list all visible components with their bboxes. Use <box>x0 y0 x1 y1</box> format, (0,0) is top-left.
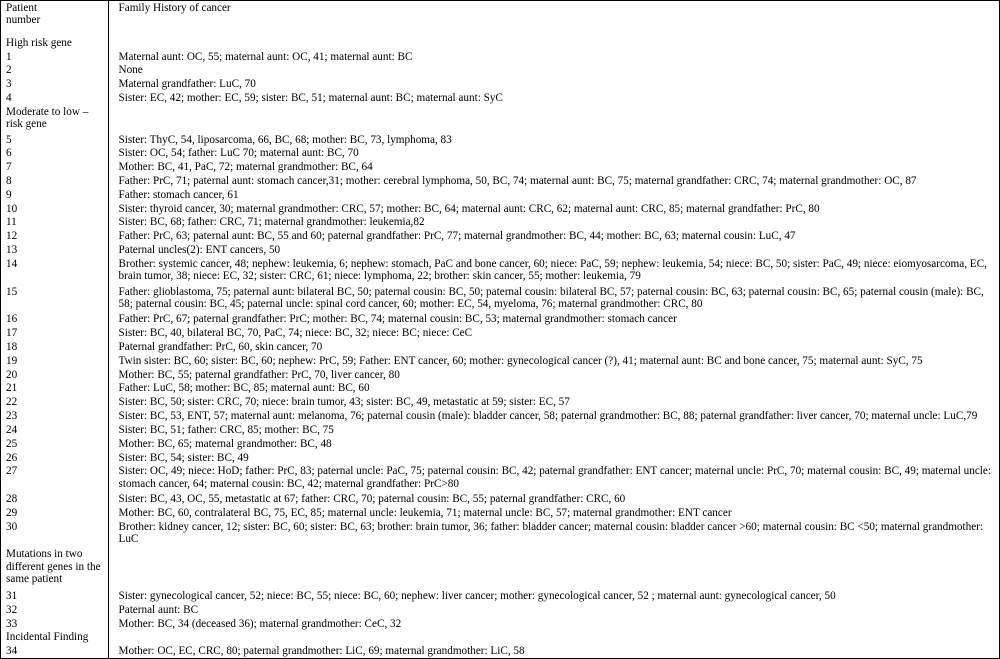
patient-number: 1 <box>0 51 108 65</box>
header-patient-number <box>0 0 108 37</box>
section-row <box>0 548 1000 589</box>
family-history-text: Brother: systemic cancer, 48; nephew: leukemia, 6; nephew: stomach, PaC and bone cancer, 60; niece: PaC, 59; nephew: leukemia, 54; niece: BC, 50; sister: PaC, 49; niece: eiomyosarcoma, EC, brain tumor, 38; niece: EC, 32; sister: CRC, 61; niece: lymphoma, 22; brother: skin cancer, 55; mother: leukemia, 79 <box>118 257 987 283</box>
patient-number: 6 <box>0 147 108 161</box>
table-row <box>0 493 1000 507</box>
patient-number: 9 <box>0 189 108 203</box>
table-row <box>0 465 1000 493</box>
family-history-text: Father: stomach cancer, 61 <box>118 188 239 201</box>
family-history-text: Sister: EC, 42; mother: EC, 59; sister: BC, 51; maternal aunt: BC; maternal aunt: SyC <box>118 92 503 105</box>
section-row <box>0 631 1000 645</box>
table-row <box>0 203 1000 217</box>
family-history-text: Sister: OC, 54; father: LuC 70; maternal aunt: BC, 70 <box>118 147 359 160</box>
table-row <box>0 189 1000 203</box>
patient-number: 29 <box>0 507 108 521</box>
patient-number: 34 <box>0 645 108 659</box>
family-history-text: Sister: BC, 51; father: CRC, 85; mother: BC, 75 <box>118 423 334 436</box>
header-family-history: Family History of cancer <box>118 2 231 14</box>
patient-number: 33 <box>0 618 108 632</box>
family-history-text: Father: LuC, 58; mother: BC, 85; maternal aunt: BC, 60 <box>118 382 370 395</box>
patient-number: 4 <box>0 92 108 106</box>
patient-number: 10 <box>0 203 108 217</box>
table-row <box>0 396 1000 410</box>
family-history-text: Sister: BC, 68; father: CRC, 71; maternal grandmother: leukemia,82 <box>118 216 425 229</box>
family-history-text: Father: PrC, 71; paternal aunt: stomach cancer,31; mother: cerebral lymphoma, 50, BC, 74; maternal aunt: BC, 75; maternal grandfather: CRC, 74; maternal grandmother: OC, 87 <box>118 175 917 187</box>
table-row <box>0 645 1000 659</box>
table-row <box>0 216 1000 230</box>
table-row <box>0 230 1000 244</box>
section-empty-cell <box>108 106 1000 134</box>
section-empty-cell <box>108 548 1000 589</box>
family-history-text: Paternal uncles(2): ENT cancers, 50 <box>118 244 281 257</box>
patient-number: 5 <box>0 134 108 148</box>
section-label: High risk gene <box>0 37 108 51</box>
family-history-text: Sister: gynecological cancer, 52; niece: BC, 55; niece: BC, 60; nephew: liver cancer; mother: gynecological cancer, 52 ; maternal aunt: gynecological cancer, 50 <box>118 589 836 602</box>
patient-number: 18 <box>0 341 108 355</box>
table-row <box>0 521 1000 549</box>
patient-number: 30 <box>0 521 108 549</box>
family-history-text: Mother: BC, 41, PaC, 72; maternal grandmother: BC, 64 <box>118 161 373 174</box>
family-history-text: Sister: OC, 49; niece: HoD; father: PrC, 83; paternal uncle: PaC, 75; paternal cousin: BC, 42; paternal grandfather: ENT cancer; maternal uncle: PrC, 70; maternal cousin: BC, 49; maternal uncle: stomach cancer, 64; maternal cousin: BC, 42; maternal grandfather: PrC>80 <box>118 465 991 490</box>
patient-number: 20 <box>0 369 108 383</box>
header-patient-line-1: Patient <box>6 2 38 14</box>
family-history-text: Sister: BC, 43, OC, 55, metastatic at 67; father: CRC, 70; paternal cousin: BC, 55; paternal grandfather: CRC, 60 <box>118 493 626 506</box>
family-history-text: Sister: BC, 54; sister: BC, 49 <box>118 451 249 464</box>
patient-number: 24 <box>0 424 108 438</box>
table-row <box>0 78 1000 92</box>
patient-number: 13 <box>0 244 108 258</box>
family-history-text: Father: PrC, 63; paternal aunt: BC, 55 and 60; paternal grandfather: PrC, 77; maternal grandmother: BC, 44; mother: BC, 63; maternal cousin: LuC, 47 <box>118 230 796 243</box>
table-row <box>0 410 1000 424</box>
family-history-text: None <box>118 64 143 77</box>
family-history-text: Sister: BC, 50; sister: CRC, 70; niece: brain tumor, 43; sister: BC, 49, metastatic at 59; sister: EC, 57 <box>118 396 570 409</box>
patient-number: 3 <box>0 78 108 92</box>
patient-number: 23 <box>0 410 108 424</box>
family-history-text: Sister: BC, 40, bilateral BC, 70, PaC, 74; niece: BC, 32; niece: BC; niece: CeC <box>118 327 473 340</box>
patient-number: 14 <box>0 258 108 286</box>
patient-number: 27 <box>0 465 108 493</box>
family-history-text: Paternal grandfather: PrC, 60, skin cancer, 70 <box>118 340 323 353</box>
section-label: Moderate to low – risk gene <box>0 106 108 134</box>
family-history-text: Maternal grandfather: LuC, 70 <box>118 78 256 91</box>
patient-number: 7 <box>0 161 108 175</box>
patient-number: 16 <box>0 313 108 327</box>
table-row <box>0 286 1000 314</box>
table-row <box>0 244 1000 258</box>
table-row <box>0 618 1000 632</box>
header-patient-line-2: number <box>6 14 41 27</box>
family-history-text: Maternal aunt: OC, 55; maternal aunt: OC, 41; maternal aunt: BC <box>118 50 413 63</box>
patient-number: 17 <box>0 327 108 341</box>
table-row <box>0 424 1000 438</box>
table-row <box>0 64 1000 78</box>
table-row <box>0 355 1000 369</box>
table-row <box>0 452 1000 466</box>
family-history-text: Father: PrC, 67; paternal grandfather: PrC; mother: BC, 74; maternal cousin: BC, 53; maternal grandmother: stomach cancer <box>118 313 677 326</box>
patient-number: 12 <box>0 230 108 244</box>
family-history-text: Father: glioblastoma, 75; paternal aunt: bilateral BC, 50; paternal cousin: BC, 50; paternal cousin: bilateral BC, 57; paternal cousin: BC, 63; paternal cousin: BC, 65; paternal cousin (male): BC, 58; paternal cousin: BC, 45; paternal uncle: spinal cord cancer, 60; mother: EC, 54, myeloma, 76; maternal grandmother: CRC, 80 <box>118 285 984 310</box>
family-history-text: Mother: BC, 65; maternal grandmother: BC, 48 <box>118 437 332 450</box>
patient-number: 22 <box>0 396 108 410</box>
table-row <box>0 258 1000 286</box>
family-history-text: Sister: BC, 53, ENT, 57; maternal aunt: melanoma, 76; paternal cousin (male): bladder cancer, 58; paternal grandmother: BC, 88; paternal grandfather: liver cancer, 70; maternal uncle: LuC,79 <box>118 410 978 423</box>
patient-number: 19 <box>0 355 108 369</box>
table-row <box>0 147 1000 161</box>
table-row <box>0 161 1000 175</box>
family-history-text: Mother: BC, 34 (deceased 36); maternal grandmother: CeC, 32 <box>118 617 402 630</box>
family-history-text: Mother: OC, EC, CRC, 80; paternal grandmother: LiC, 69; maternal grandmother: LiC, 58 <box>118 645 525 658</box>
family-history-text: Mother: BC, 55; paternal grandfather: PrC, 70, liver cancer, 80 <box>118 368 400 381</box>
table-row <box>0 134 1000 148</box>
table-row <box>0 51 1000 65</box>
patient-number: 26 <box>0 452 108 466</box>
section-empty-cell <box>108 631 1000 645</box>
family-history-text: Sister: thyroid cancer, 30; maternal grandmother: CRC, 57; mother: BC, 64; maternal aunt: CRC, 62; maternal aunt: CRC, 85; maternal grandfather: PrC, 80 <box>118 202 820 215</box>
family-history-text: Sister: ThyC, 54, liposarcoma, 66, BC, 68; mother: BC, 73, lymphoma, 83 <box>118 133 452 146</box>
table-row <box>0 438 1000 452</box>
table-row <box>0 327 1000 341</box>
patient-number: 2 <box>0 64 108 78</box>
table-row <box>0 341 1000 355</box>
table-row <box>0 590 1000 604</box>
patient-number: 11 <box>0 216 108 230</box>
family-history-text: Brother: kidney cancer, 12; sister: BC, 60; sister: BC, 63; brother: brain tumor, 36; father: bladder cancer; maternal cousin: bladder cancer >60; maternal cousin: BC <50; maternal grandmother: LuC <box>118 520 984 545</box>
section-row <box>0 37 1000 51</box>
patient-number: 8 <box>0 175 108 189</box>
family-history-text: Twin sister: BC, 60; sister: BC, 60; nephew: PrC, 59; Father: ENT cancer, 60; mother: gynecological cancer (?), 41; maternal aunt: BC and bone cancer, 75; maternal aunt: SyC, 75 <box>118 354 923 367</box>
table-row <box>0 313 1000 327</box>
table-header-row <box>0 0 1000 37</box>
patient-number: 21 <box>0 382 108 396</box>
table-row <box>0 604 1000 618</box>
patient-number: 32 <box>0 604 108 618</box>
patient-number: 28 <box>0 493 108 507</box>
table-row <box>0 175 1000 189</box>
section-label: Incidental Finding <box>0 631 108 645</box>
patient-number: 25 <box>0 438 108 452</box>
family-history-text: Mother: BC, 60, contralateral BC, 75, EC, 85; maternal uncle: leukemia, 71; maternal uncle: BC, 57; maternal grandmother: ENT cancer <box>118 506 732 519</box>
table-row <box>0 369 1000 383</box>
patient-number: 15 <box>0 286 108 314</box>
section-label: Mutations in two different genes in the same patient <box>0 548 108 589</box>
family-history-text: Paternal aunt: BC <box>118 603 199 616</box>
table-row <box>0 507 1000 521</box>
patient-number: 31 <box>0 590 108 604</box>
section-empty-cell <box>108 37 1000 51</box>
table-row <box>0 382 1000 396</box>
section-row <box>0 106 1000 134</box>
table-row <box>0 92 1000 106</box>
